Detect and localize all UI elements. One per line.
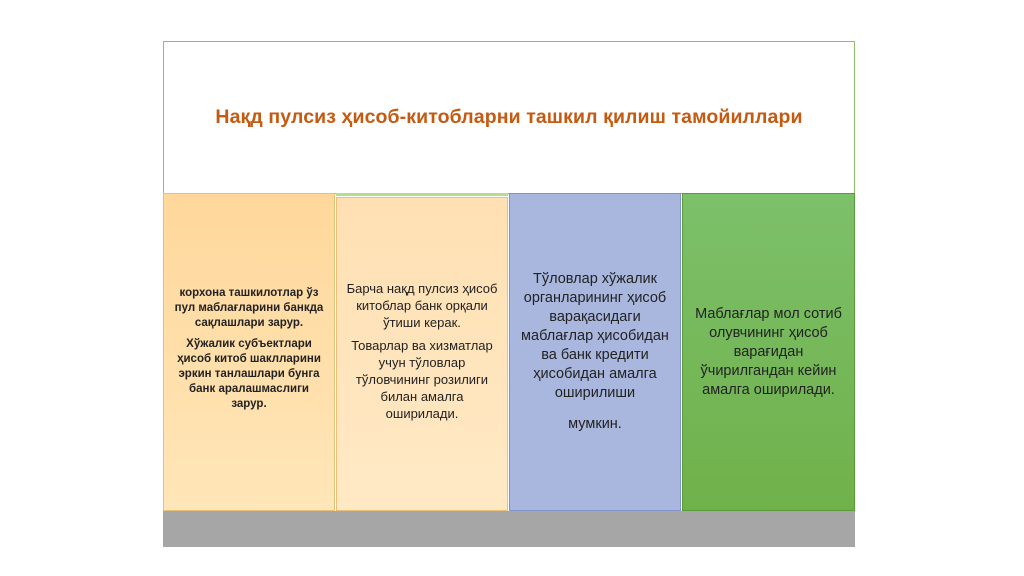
diagram-title: Нақд пулсиз ҳисоб-китобларни ташкил қилиш тамойиллари <box>215 106 803 128</box>
principle-2-text-2: Товарлар ва хизматлар учун тўловлар тўловчининг розилиги билан амалга оширилади. <box>351 338 493 421</box>
principle-1-text-2: Хўжалик субъектлари ҳисоб китоб шаклларини эркин танлашлари бунга банк аралашмаслиги зарур. <box>177 338 321 410</box>
principle-3-text-1: Тўловлар хўжалик органларининг ҳисоб варақасидаги маблағлар ҳисобидан ва банк кредити ҳисобидан амалга оширилиши <box>521 271 669 401</box>
principle-1-text-1: корхона ташкилотлар ўз пул маблағларини банкда сақлашлари зарур. <box>174 287 324 329</box>
principle-4-text-1: Маблағлар мол сотиб олувчининг ҳисоб варағидан ўчирилгандан кейин амалга оширилади. <box>695 305 842 398</box>
diagram-footer-bar <box>163 511 855 547</box>
principle-box-1 <box>163 193 335 511</box>
principle-box-4 <box>682 193 855 511</box>
principle-2-text-1: Барча нақд пулсиз ҳисоб китоблар банк орқали ўтиши керак. <box>346 281 498 330</box>
principle-box-3 <box>509 193 681 511</box>
principles-diagram <box>163 41 855 547</box>
principle-box-2 <box>336 197 508 511</box>
diagram-header <box>163 41 855 194</box>
principle-2-top-border <box>336 193 508 196</box>
principle-3-text-2: мумкин. <box>568 416 622 432</box>
